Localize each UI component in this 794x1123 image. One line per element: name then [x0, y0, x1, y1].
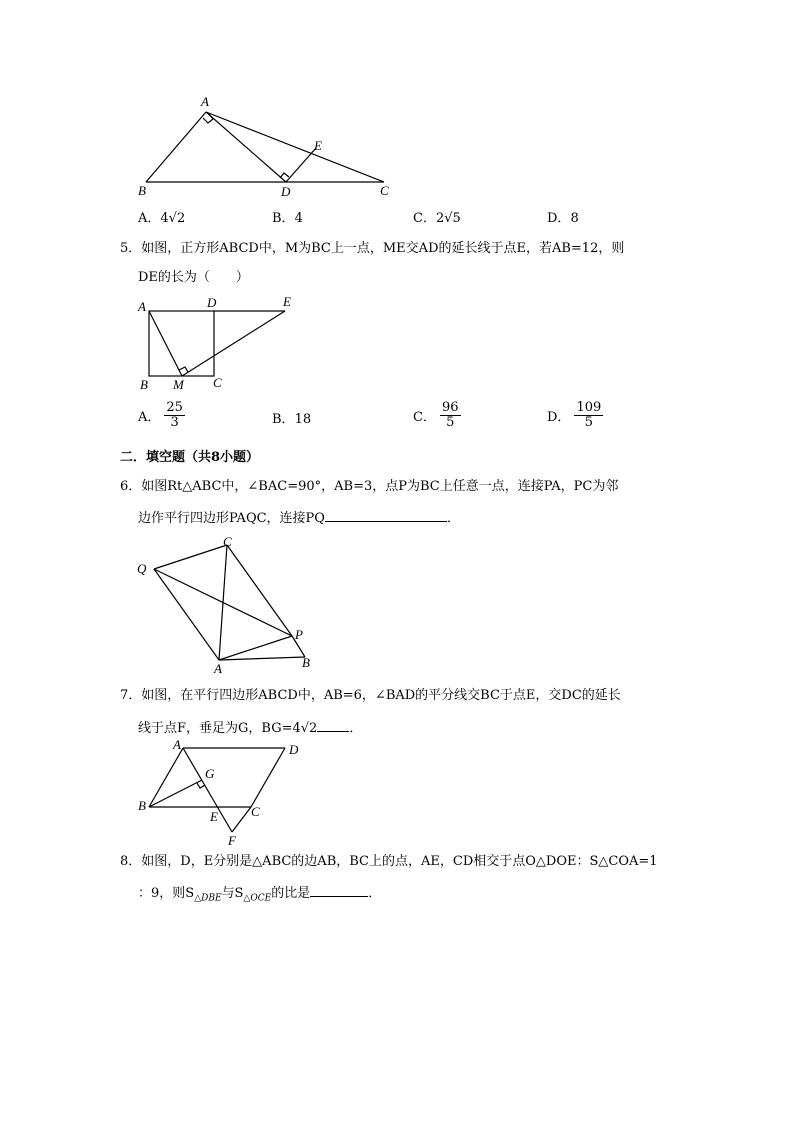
q4-label-B: B: [138, 183, 146, 198]
q7-figure: [135, 737, 315, 847]
q4-label-C: C: [380, 183, 389, 198]
q6-label-A: A: [214, 661, 222, 676]
q8-text-line1: 8．如图，D，E分别是△ABC的边AB，BC上的点，AE，CD相交于点O△DOE：S△COA=1: [120, 854, 658, 869]
q7-text-line1: 7．如图，在平行四边形ABCD中，AB=6，∠BAD的平分线交BC于点E，交DC的延长: [120, 688, 621, 703]
q5-label-M: M: [173, 377, 184, 392]
q5-text-line1: 5．如图，正方形ABCD中，M为BC上一点，ME交AD的延长线于点E，若AB=12，则: [120, 241, 625, 256]
q7-label-B: B: [138, 798, 146, 813]
q4-option-a: A．4√2: [138, 211, 186, 226]
q4-label-E: E: [314, 138, 322, 153]
q6-label-Q: Q: [137, 561, 147, 576]
q5-option-b: B．18: [272, 412, 312, 427]
q8-text-line2: ：9，则$S_{\triangle DBE}$与$S_{\triangle OCE}$的比是 ．: [138, 886, 382, 904]
q6-label-B: B: [302, 655, 310, 670]
q7-label-F: F: [228, 833, 236, 848]
q7-label-A: A: [173, 737, 181, 752]
q7-text-line2: 线于点F，垂足为G，BG=4√2 ．: [138, 721, 363, 736]
q4-option-c: C．2√5: [413, 211, 461, 226]
section-heading: 二．填空题（共8小题）: [120, 450, 260, 465]
q6-answer-blank[interactable]: [325, 509, 447, 522]
q7-label-E: E: [210, 809, 218, 824]
q6-text-line1: 6．如图Rt△ABC中，∠BAC=90°，AB=3，点P为BC上任意一点，连接PA，PC为邻: [120, 479, 619, 494]
q4-figure: [130, 92, 410, 202]
q6-label-C: C: [223, 534, 232, 549]
q6-text-line2: 边作平行四边形PAQC，连接PQ ．: [138, 511, 460, 526]
q5-figure: [135, 295, 305, 395]
q4-label-A: A: [201, 94, 209, 109]
q4-option-d: D．8: [547, 211, 579, 226]
q7-answer-blank[interactable]: [317, 719, 349, 732]
q8-answer-blank[interactable]: [310, 884, 368, 897]
q5-label-A: A: [138, 299, 146, 314]
q6-label-P: P: [295, 627, 303, 642]
q5-text-line2: DE的长为（ ）: [138, 270, 249, 285]
q7-label-C: C: [251, 804, 260, 819]
q7-label-D-top: D: [289, 742, 299, 757]
q6-figure: [135, 533, 325, 676]
q4-label-D: D: [281, 184, 291, 199]
q5-label-B: B: [140, 377, 148, 392]
q5-label-C: C: [213, 375, 222, 390]
q5-label-D: D: [207, 295, 217, 310]
q7-label-G: G: [205, 766, 215, 781]
q5-option-c: C． $\frac{96}{5}$: [413, 400, 459, 430]
q5-option-d: D． $\frac{109}{5}$: [547, 400, 602, 430]
q5-label-E: E: [283, 294, 291, 309]
q5-option-a: A． $\frac{25}{3}$: [138, 400, 183, 430]
q4-option-b: B．4: [272, 211, 303, 226]
